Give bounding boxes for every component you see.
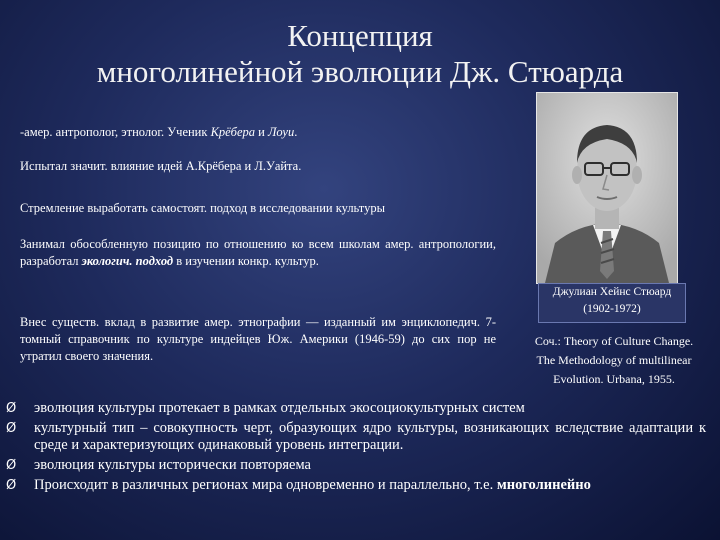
- portrait-photo: [536, 92, 678, 284]
- bio-p1-name-kroeber: Крёбера: [210, 125, 256, 139]
- arrow-bullet-icon: Ø: [6, 421, 17, 436]
- bio-p1-prefix: -амер. антрополог, этнолог. Ученик: [20, 125, 211, 139]
- arrow-bullet-icon: Ø: [6, 458, 17, 473]
- bio-p1-suffix: .: [294, 125, 298, 139]
- bio-p1-name-lowie: Лоуи: [267, 125, 295, 139]
- works-citation: [516, 332, 712, 389]
- caption-years: (1902-1972): [583, 303, 641, 315]
- bio-paragraph-1: [20, 124, 297, 141]
- key-point-3-text: эволюция культуры исторически повторяема: [34, 457, 311, 473]
- bio-p4-highlight: экологич. подход: [81, 254, 174, 268]
- portrait-caption: [538, 283, 686, 323]
- key-points-list: [6, 400, 706, 497]
- key-point-4-text: Происходит в различных регионах мира одновременно и параллельно, т.е.: [34, 477, 494, 493]
- bio-paragraph-5: Внес существ. вклад в развитие амер. этнографии — изданный им энциклопедич. 7-томный справочник по культуре индейцев Юж. Америки (1946-59) до сих пор не утратил своего значения.: [20, 315, 496, 363]
- bio-paragraph-4: [20, 236, 496, 270]
- bio-paragraph-3: Стремление выработать самостоят. подход в исследовании культуры: [20, 201, 385, 215]
- key-point-4: [6, 477, 706, 494]
- works-line-3: Evolution. Urbana, 1955.: [553, 372, 675, 386]
- key-point-1: [6, 400, 706, 417]
- caption-name: Джулиан Хейнс Стюард: [552, 286, 672, 298]
- key-point-1-text: эволюция культуры протекает в рамках отдельных экосоциокультурных систем: [34, 400, 525, 416]
- bio-p4-before: Занимал обособленную позицию по отношению ко всем школам амер. антропологии, разработал: [20, 237, 496, 268]
- works-line-2: The Methodology of multilinear: [536, 353, 692, 367]
- slide-title: [40, 18, 680, 90]
- key-point-2-text: культурный тип – совокупность черт, образующих ядро культуры, возникающих вследствие адаптации к среде и характеризующих одинаковый уровень интеграции.: [34, 420, 706, 453]
- arrow-bullet-icon: Ø: [6, 401, 17, 416]
- works-line-1: Соч.: Theory of Culture Change.: [534, 334, 694, 348]
- title-line-2: многолинейной эволюции Дж. Стюарда: [96, 54, 624, 89]
- bio-p4-after: в изучении конкр. культур.: [173, 254, 319, 268]
- portrait-illustration: [537, 93, 677, 283]
- arrow-bullet-icon: Ø: [6, 478, 17, 493]
- bio-p1-middle: и: [255, 125, 268, 139]
- key-point-4-bold: многолинейно: [496, 477, 591, 493]
- bio-paragraph-2: Испытал значит. влияние идей А.Крёбера и Л.Уайта.: [20, 159, 302, 173]
- title-line-1: Концепция: [287, 18, 433, 53]
- key-point-3: [6, 457, 706, 474]
- key-point-2: [6, 420, 706, 454]
